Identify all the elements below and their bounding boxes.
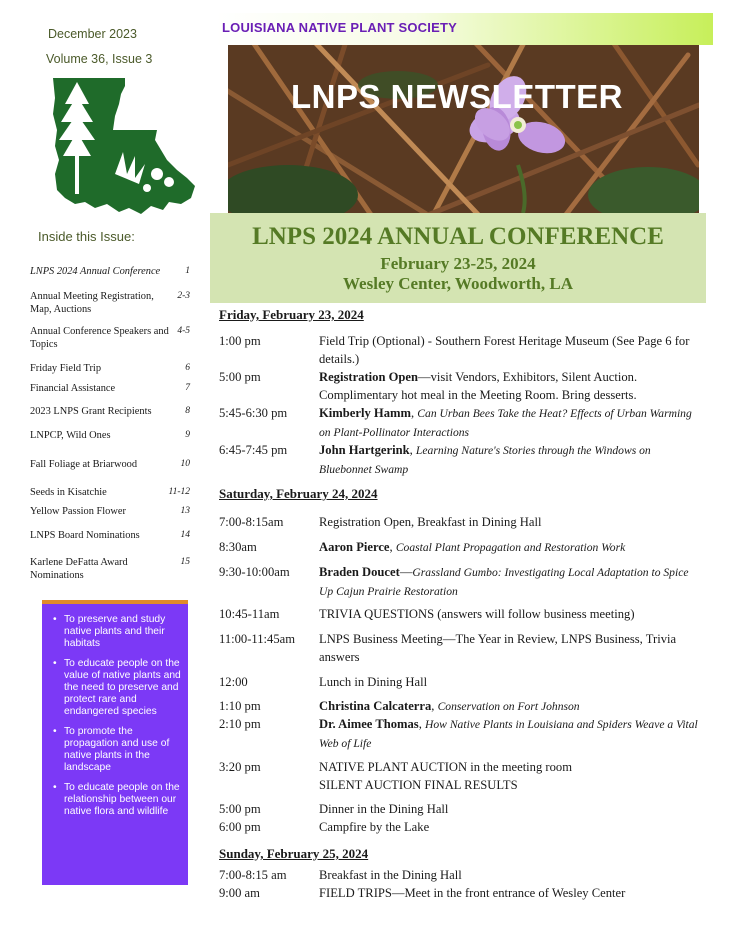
newsletter-title: LNPS NEWSLETTER [291, 78, 624, 115]
toc-item[interactable]: LNPS 2024 Annual Conference 1 [30, 266, 190, 277]
event-time: 7:00-8:15 am [219, 868, 287, 882]
toc-item[interactable]: Fall Foliage at Briarwood 10 [30, 459, 190, 470]
toc-item[interactable]: Karlene DeFatta Award Nominations 15 [30, 557, 190, 581]
event-description: Field Trip (Optional) - Southern Forest Heritage Museum (See Page 6 for details.) [319, 334, 690, 366]
event-time: 7:00-8:15am [219, 515, 284, 529]
event-time: 6:45-7:45 pm [219, 443, 288, 457]
toc-item[interactable]: Annual Meeting Registration, Map, Auctions 2-3 [30, 291, 190, 315]
mission-item: • To educate people on the value of native plants and the need to preserve and protect rare and endangered species [64, 658, 182, 718]
mission-item: • To preserve and study native plants and their habitats [64, 614, 182, 650]
event-description: Campfire by the Lake [319, 820, 430, 834]
event-description: Christina Calcaterra, Conservation on Fort Johnson [319, 699, 580, 713]
event-time: 2:10 pm [219, 717, 261, 731]
flower-photo [228, 45, 699, 213]
event-description: Lunch in Dining Hall [319, 675, 428, 689]
issue-volume: Volume 36, Issue 3 [46, 52, 153, 66]
event-description: Registration Open, Breakfast in Dining Hall [319, 515, 542, 529]
mission-item: • To educate people on the relationship between our native flora and wildlife [64, 782, 182, 818]
society-name: LOUISIANA NATIVE PLANT SOCIETY [222, 20, 457, 35]
event-time: 12:00 [219, 675, 248, 689]
event-description: FIELD TRIPS—Meet in the front entrance of Wesley Center [319, 886, 626, 900]
event-description: Breakfast in the Dining Hall [319, 868, 462, 882]
event-time: 1:00 pm [219, 334, 261, 348]
event-description: Aaron Pierce, Coastal Plant Propagation and Restoration Work [319, 540, 626, 554]
conference-location: Wesley Center, Woodworth, LA [343, 274, 573, 293]
toc-item[interactable]: LNPS Board Nominations 14 [30, 530, 190, 541]
event-description: Dinner in the Dining Hall [319, 802, 449, 816]
event-description: Kimberly Hamm, Can Urban Bees Take the Heat? Effects of Urban Warming on Plant-Pollinator Interactions [319, 406, 692, 439]
day-heading: Saturday, February 24, 2024 [219, 486, 378, 501]
event-time: 1:10 pm [219, 699, 261, 713]
toc-item[interactable]: Yellow Passion Flower 13 [30, 506, 190, 517]
event-time: 8:30am [219, 540, 257, 554]
event-description: Braden Doucet—Grassland Gumbo: Investigating Local Adaptation to Spice Up Cajun Prairie Restoration [319, 565, 689, 598]
event-time: 5:45-6:30 pm [219, 406, 288, 420]
header-photo [228, 45, 699, 213]
event-description: John Hartgerink, Learning Nature's Stories through the Windows on Bluebonnet Swamp [319, 443, 651, 476]
event-description: SILENT AUCTION FINAL RESULTS [319, 778, 518, 792]
toc-item[interactable]: Annual Conference Speakers and Topics 4-5 [30, 326, 190, 350]
event-time: 6:00 pm [219, 820, 261, 834]
event-time: 10:45-11am [219, 607, 280, 621]
mission-item: • To promote the propagation and use of native plants in the landscape [64, 726, 182, 774]
event-time: 5:00 pm [219, 370, 261, 384]
event-time: 9:00 am [219, 886, 260, 900]
conference-banner [210, 213, 706, 303]
event-time: 11:00-11:45am [219, 632, 296, 646]
event-time: 9:30-10:00am [219, 565, 290, 579]
mission-box [42, 600, 188, 885]
event-description: Registration Open—visit Vendors, Exhibitors, Silent Auction. Complimentary hot meal in the Meeting Room. Bring desserts. [319, 370, 638, 402]
toc-item[interactable]: Financial Assistance 7 [30, 383, 190, 394]
mission-list [52, 614, 182, 818]
conference-title: LNPS 2024 ANNUAL CONFERENCE [252, 223, 664, 250]
event-description: TRIVIA QUESTIONS (answers will follow business meeting) [319, 607, 635, 621]
day-heading: Friday, February 23, 2024 [219, 307, 364, 322]
louisiana-logo [45, 74, 200, 216]
event-description: LNPS Business Meeting—The Year in Review, LNPS Business, Trivia answers [319, 632, 677, 664]
event-time: 3:20 pm [219, 760, 261, 774]
toc-item[interactable]: Seeds in Kisatchie 11-12 [30, 487, 190, 498]
issue-date: December 2023 [48, 27, 137, 41]
toc-title: Inside this Issue: [38, 229, 135, 244]
event-description: Dr. Aimee Thomas, How Native Plants in Louisiana and Spiders Weave a Vital Web of Life [319, 717, 698, 750]
conference-dates: February 23-25, 2024 [380, 254, 536, 273]
event-time: 5:00 pm [219, 802, 261, 816]
toc-item[interactable]: 2023 LNPS Grant Recipients 8 [30, 406, 190, 417]
event-description: NATIVE PLANT AUCTION in the meeting room [319, 760, 573, 774]
day-heading: Sunday, February 25, 2024 [219, 846, 369, 861]
toc-item[interactable]: Friday Field Trip 6 [30, 363, 190, 374]
toc-item[interactable]: LNPCP, Wild Ones 9 [30, 430, 190, 441]
